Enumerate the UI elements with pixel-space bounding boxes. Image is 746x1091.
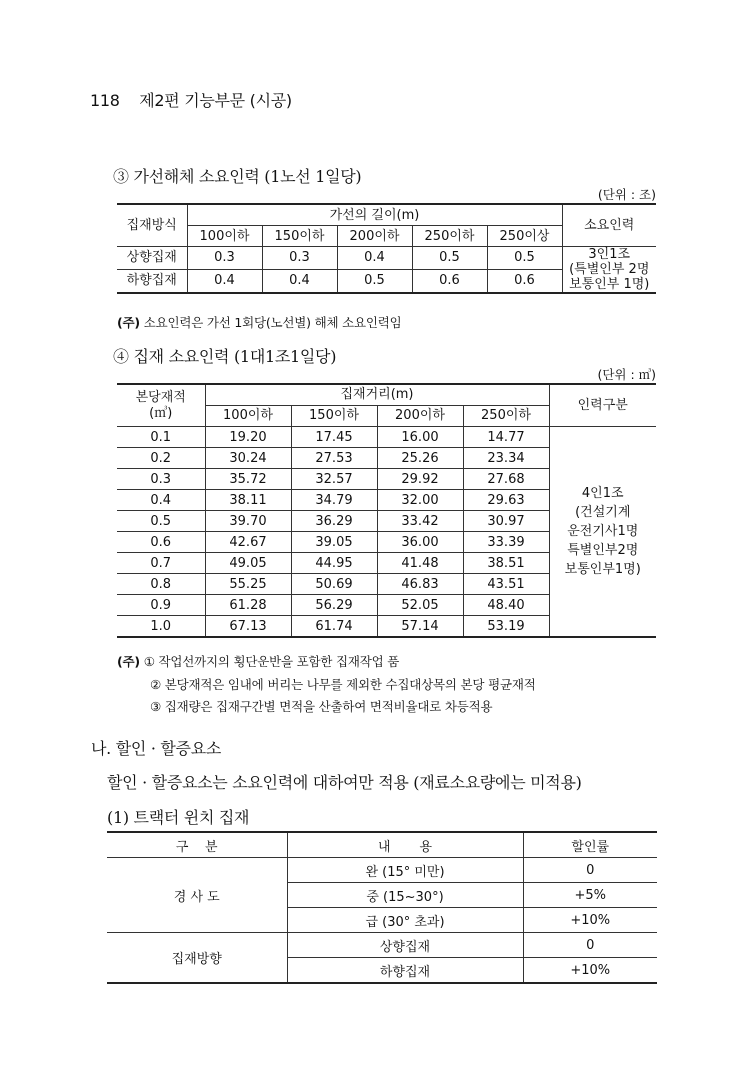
value-cell: 0.3 xyxy=(262,247,337,270)
value-cell: 34.79 xyxy=(291,490,377,511)
discount-table xyxy=(107,831,657,984)
value-cell: 0.4 xyxy=(262,269,337,293)
labor-cell xyxy=(562,247,656,294)
value-cell: 30.97 xyxy=(463,511,549,532)
labor-line: (건설기계 xyxy=(575,505,631,520)
table-row xyxy=(117,247,656,270)
value-cell: 57.14 xyxy=(377,616,463,638)
value-cell: 39.70 xyxy=(205,511,291,532)
volume-cell: 0.2 xyxy=(117,448,205,469)
rate-cell: +10% xyxy=(523,908,657,933)
section-na-title: 나. 할인 · 할증요소 xyxy=(91,739,222,758)
section-4-note-3: ③ 집재량은 집재구간별 면적을 산출하여 면적비율대로 차등적용 xyxy=(150,699,493,714)
value-cell: 36.00 xyxy=(377,532,463,553)
note-label: (주) xyxy=(117,654,140,669)
header-length-group: 가선의 길이(m) xyxy=(187,204,562,226)
value-cell: 14.77 xyxy=(463,427,549,448)
note-text: ① 작업선까지의 횡단운반을 포함한 집재작업 품 xyxy=(143,654,400,669)
labor-cell xyxy=(549,427,656,638)
value-cell: 42.67 xyxy=(205,532,291,553)
length-col: 150이하 xyxy=(262,226,337,247)
header-volume-line1: 본당재적 xyxy=(135,389,186,405)
page-header xyxy=(90,88,292,111)
value-cell: 29.92 xyxy=(377,469,463,490)
category-cell: 경 사 도 xyxy=(107,858,287,933)
table-row xyxy=(107,933,657,958)
header-distance-group: 집재거리(m) xyxy=(205,384,549,406)
distance-col: 150이하 xyxy=(291,406,377,427)
value-cell: 56.29 xyxy=(291,595,377,616)
value-cell: 25.26 xyxy=(377,448,463,469)
section-3-unit: (단위 : 조) xyxy=(597,187,656,202)
section-3-table xyxy=(117,203,656,294)
value-cell: 0.5 xyxy=(487,247,562,270)
rate-cell: 0 xyxy=(523,858,657,883)
rate-cell: +5% xyxy=(523,883,657,908)
value-cell: 0.5 xyxy=(337,269,412,293)
header-category: 구 분 xyxy=(107,832,287,858)
value-cell: 32.57 xyxy=(291,469,377,490)
volume-cell: 0.8 xyxy=(117,574,205,595)
value-cell: 67.13 xyxy=(205,616,291,638)
value-cell: 49.05 xyxy=(205,553,291,574)
distance-col: 250이하 xyxy=(463,406,549,427)
volume-cell: 0.6 xyxy=(117,532,205,553)
section-4-note-1 xyxy=(117,652,399,670)
value-cell: 27.53 xyxy=(291,448,377,469)
header-rate: 할인률 xyxy=(523,832,657,858)
labor-line: 3인1조 xyxy=(588,247,631,262)
volume-cell: 1.0 xyxy=(117,616,205,638)
header-content: 내 용 xyxy=(287,832,523,858)
value-cell: 41.48 xyxy=(377,553,463,574)
chapter-title: 제2편 기능부문 (시공) xyxy=(139,91,292,110)
section-3-note xyxy=(117,313,402,331)
value-cell: 38.11 xyxy=(205,490,291,511)
volume-cell: 0.4 xyxy=(117,490,205,511)
section-4-title: ④ 집재 소요인력 (1대1조1일당) xyxy=(113,347,337,366)
value-cell: 35.72 xyxy=(205,469,291,490)
value-cell: 38.51 xyxy=(463,553,549,574)
value-cell: 44.95 xyxy=(291,553,377,574)
content-cell: 하향집재 xyxy=(287,958,523,984)
value-cell: 17.45 xyxy=(291,427,377,448)
value-cell: 48.40 xyxy=(463,595,549,616)
section-4-unit: (단위 : ㎥) xyxy=(597,367,656,382)
header-labor: 소요인력 xyxy=(562,204,656,247)
value-cell: 0.6 xyxy=(412,269,487,293)
content-cell: 급 (30° 초과) xyxy=(287,908,523,933)
value-cell: 52.05 xyxy=(377,595,463,616)
value-cell: 19.20 xyxy=(205,427,291,448)
volume-cell: 0.3 xyxy=(117,469,205,490)
length-col: 100이하 xyxy=(187,226,262,247)
value-cell: 23.34 xyxy=(463,448,549,469)
volume-cell: 0.1 xyxy=(117,427,205,448)
value-cell: 33.39 xyxy=(463,532,549,553)
value-cell: 30.24 xyxy=(205,448,291,469)
volume-cell: 0.5 xyxy=(117,511,205,532)
value-cell: 46.83 xyxy=(377,574,463,595)
length-col: 250이상 xyxy=(487,226,562,247)
distance-col: 200이하 xyxy=(377,406,463,427)
distance-col: 100이하 xyxy=(205,406,291,427)
value-cell: 39.05 xyxy=(291,532,377,553)
value-cell: 27.68 xyxy=(463,469,549,490)
value-cell: 0.4 xyxy=(337,247,412,270)
value-cell: 32.00 xyxy=(377,490,463,511)
header-labor: 인력구분 xyxy=(549,384,656,427)
rate-cell: +10% xyxy=(523,958,657,984)
length-col: 200이하 xyxy=(337,226,412,247)
value-cell: 16.00 xyxy=(377,427,463,448)
method-cell: 하향집재 xyxy=(117,269,187,293)
value-cell: 53.19 xyxy=(463,616,549,638)
labor-line: 운전기사1명 xyxy=(567,524,639,539)
section-4-table xyxy=(117,383,656,638)
value-cell: 0.6 xyxy=(487,269,562,293)
labor-line: 특별인부2명 xyxy=(567,543,639,558)
value-cell: 50.69 xyxy=(291,574,377,595)
page-number: 118 xyxy=(90,91,120,110)
section-na-desc: 할인 · 할증요소는 소요인력에 대하여만 적용 (재료소요량에는 미적용) xyxy=(107,773,582,792)
labor-line: 보통인부 1명) xyxy=(569,277,650,292)
note-label: (주) xyxy=(117,315,140,330)
header-method: 집재방식 xyxy=(117,204,187,247)
labor-line: 4인1조 xyxy=(581,486,624,501)
labor-line: 보통인부1명) xyxy=(564,562,641,577)
volume-cell: 0.7 xyxy=(117,553,205,574)
value-cell: 43.51 xyxy=(463,574,549,595)
rate-cell: 0 xyxy=(523,933,657,958)
value-cell: 61.74 xyxy=(291,616,377,638)
length-col: 250이하 xyxy=(412,226,487,247)
value-cell: 61.28 xyxy=(205,595,291,616)
table-row xyxy=(107,858,657,883)
section-na-subtitle: (1) 트랙터 윈치 집재 xyxy=(107,808,250,827)
volume-cell: 0.9 xyxy=(117,595,205,616)
value-cell: 55.25 xyxy=(205,574,291,595)
content-cell: 상향집재 xyxy=(287,933,523,958)
value-cell: 29.63 xyxy=(463,490,549,511)
header-volume-line2: (㎥) xyxy=(149,405,173,421)
labor-line: (특별인부 2명 xyxy=(569,262,650,277)
value-cell: 33.42 xyxy=(377,511,463,532)
category-cell: 집재방향 xyxy=(107,933,287,984)
value-cell: 0.5 xyxy=(412,247,487,270)
header-volume xyxy=(117,384,205,427)
content-cell: 완 (15° 미만) xyxy=(287,858,523,883)
note-text: 소요인력은 가선 1회당(노선별) 해체 소요인력임 xyxy=(143,315,402,330)
value-cell: 0.4 xyxy=(187,269,262,293)
method-cell: 상향집재 xyxy=(117,247,187,270)
content-cell: 중 (15~30°) xyxy=(287,883,523,908)
section-3-title: ③ 가선해체 소요인력 (1노선 1일당) xyxy=(113,167,362,186)
section-4-note-2: ② 본당재적은 임내에 버리는 나무를 제외한 수집대상목의 본당 평균재적 xyxy=(150,677,536,692)
value-cell: 36.29 xyxy=(291,511,377,532)
value-cell: 0.3 xyxy=(187,247,262,270)
table-row xyxy=(117,427,656,448)
